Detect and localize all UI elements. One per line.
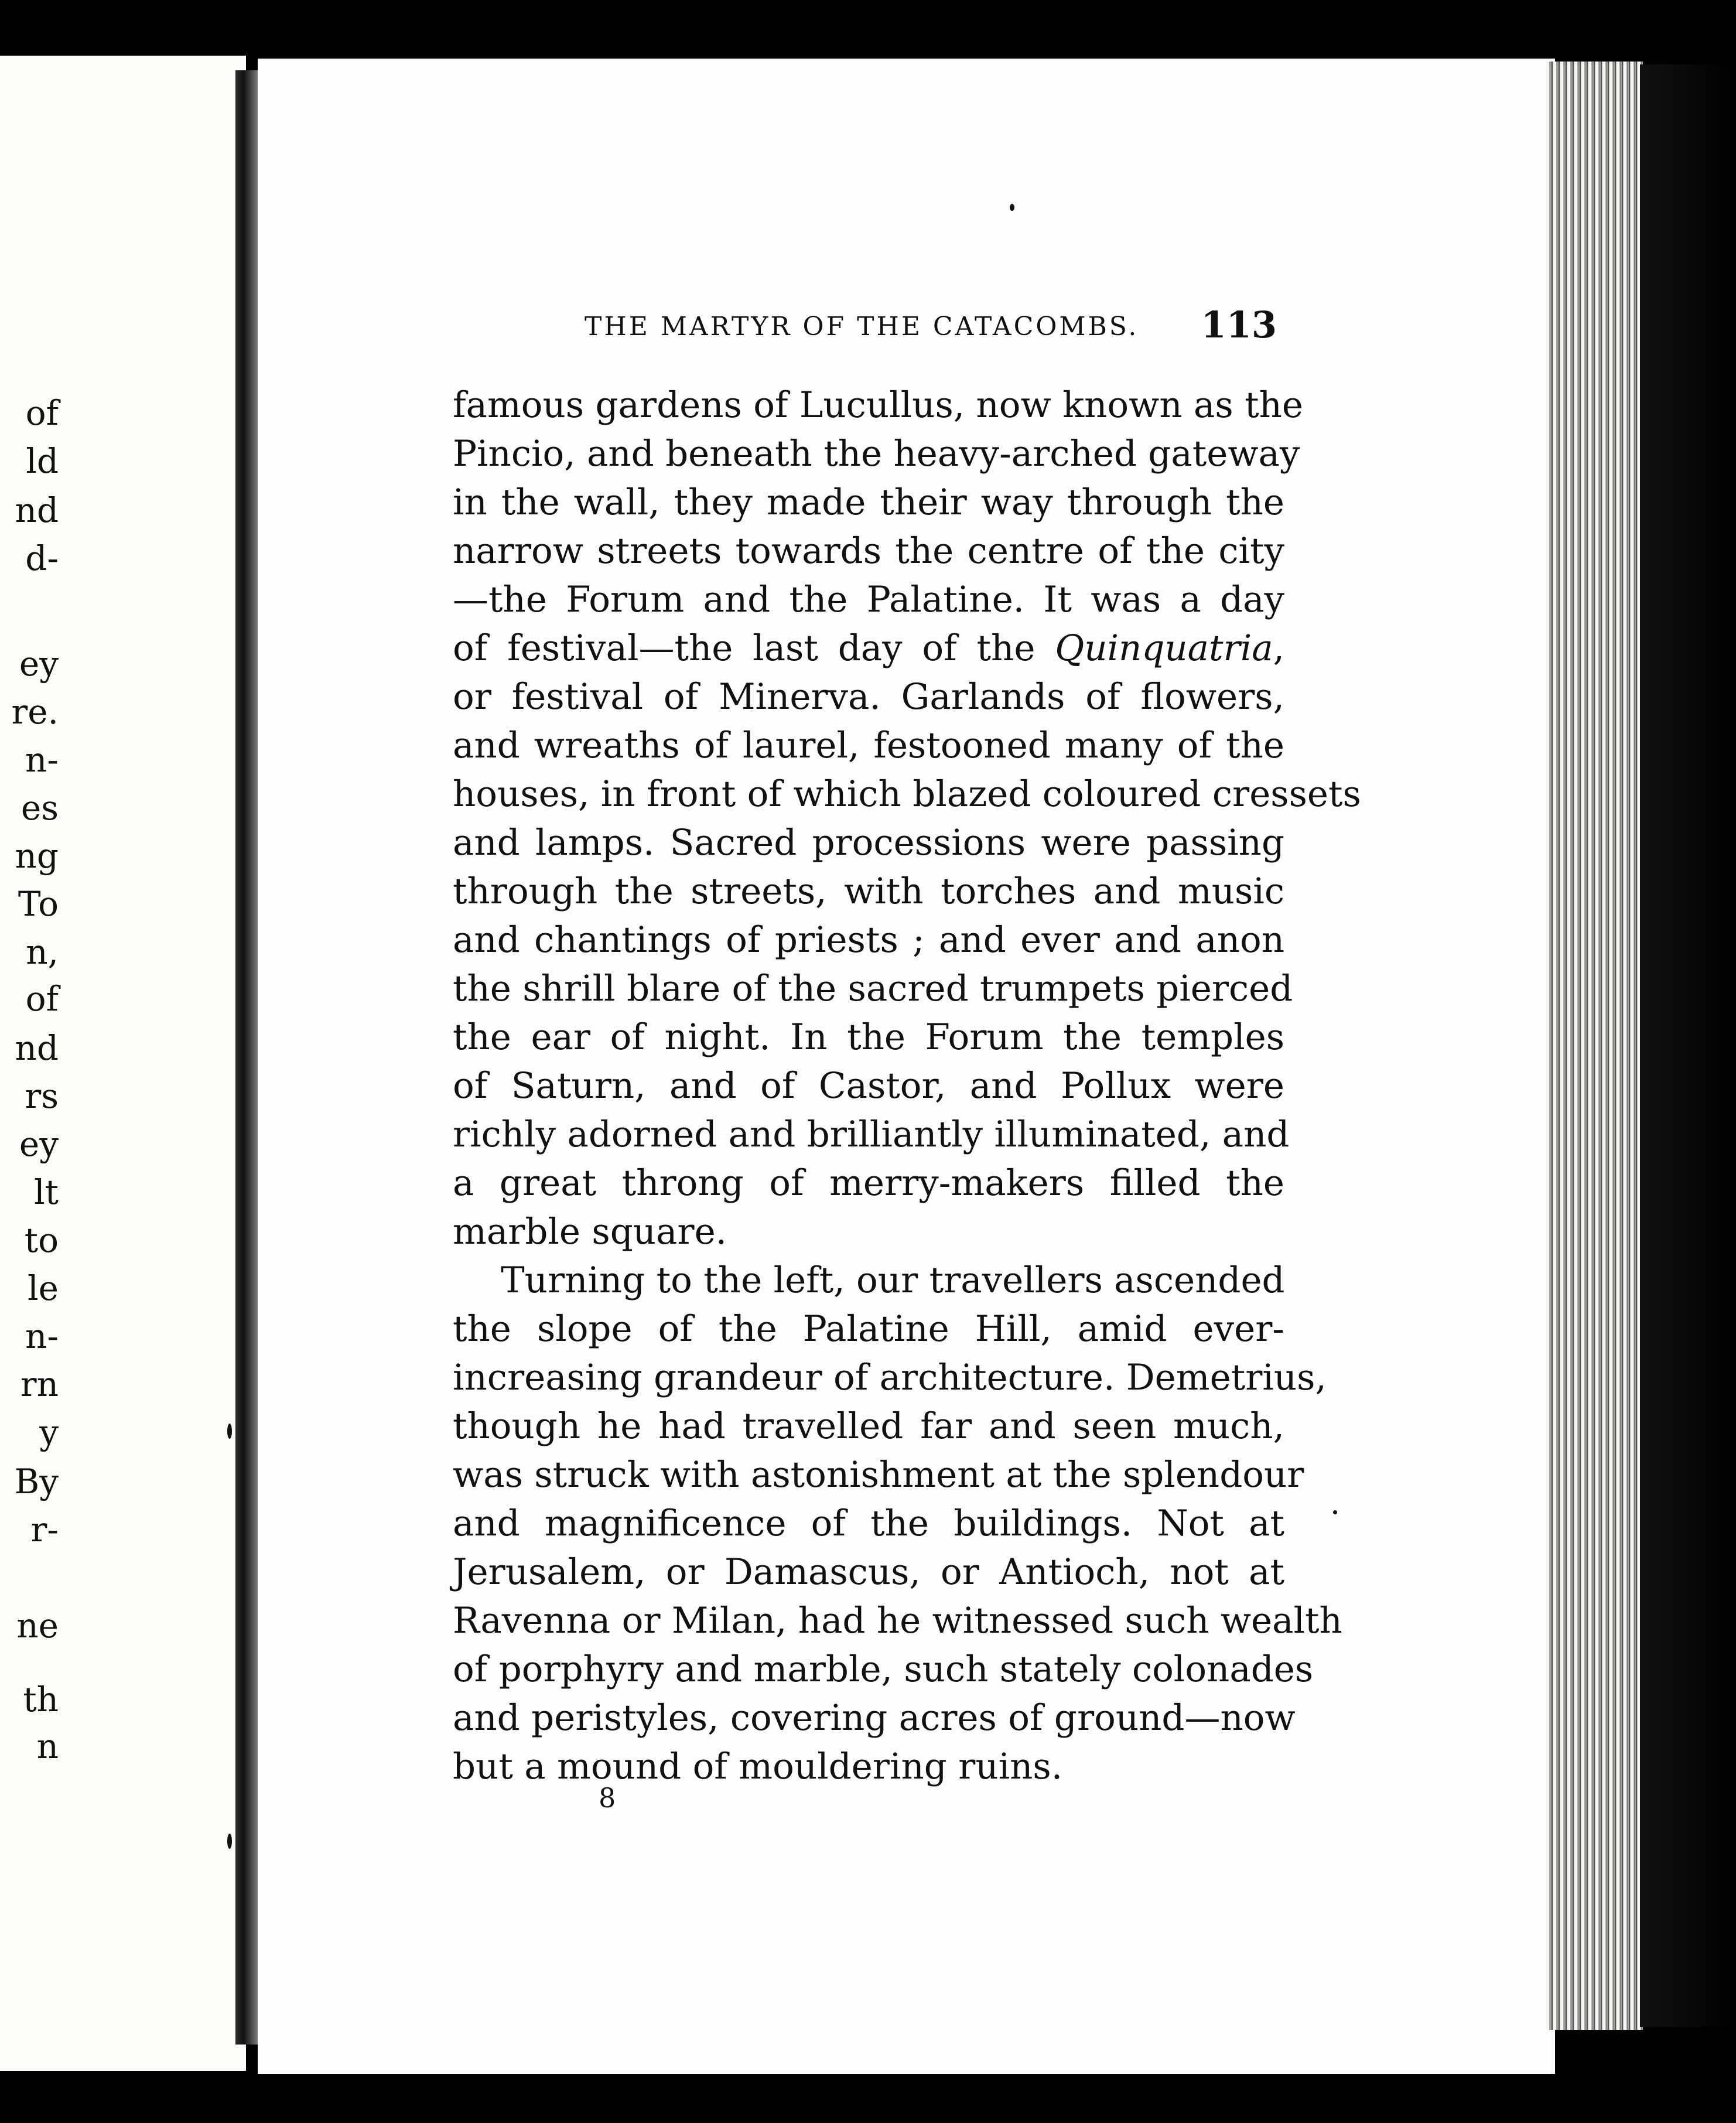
running-head-title: THE MARTYR OF THE CATACOMBS. (585, 312, 1139, 342)
text-line: the ear of night. In the Forum the temples (453, 1016, 1284, 1058)
text-line: of Saturn, and of Castor, and Pollux were (453, 1065, 1284, 1107)
previous-page-fragment-text: n- (25, 1316, 59, 1356)
signature-mark: 8 (599, 1782, 616, 1814)
book-gutter (235, 70, 259, 2045)
text-line: a great throng of merry-makers filled the (453, 1162, 1284, 1204)
previous-page-fragment-text: ey (19, 644, 59, 684)
scan-speck (227, 1834, 232, 1849)
previous-page-fragment-text: th (23, 1680, 59, 1719)
text-line: Ravenna or Milan, had he witnessed such wealth (453, 1600, 1342, 1641)
text-line: or festival of Minerva. Garlands of flowers, (453, 676, 1284, 718)
previous-page-fragment-text: d- (25, 538, 59, 578)
previous-page-fragment-text: rs (25, 1076, 59, 1116)
text-line: Pincio, and beneath the heavy-arched gateway (453, 433, 1300, 475)
previous-page-fragment-text: lt (34, 1172, 59, 1212)
text-line: though he had travelled far and seen much, (453, 1405, 1284, 1447)
text-line: increasing grandeur of architecture. Demetrius, (453, 1357, 1327, 1398)
previous-page-fragment-text: rn (20, 1364, 59, 1404)
previous-page-fragment-text: es (20, 788, 59, 828)
previous-page-fragment-text: n- (25, 740, 59, 780)
text-line: famous gardens of Lucullus, now known as the (453, 384, 1303, 426)
previous-page-fragment-text: ey (19, 1124, 59, 1164)
text-line: marble square. (453, 1211, 727, 1252)
text-line: and magnificence of the buildings. Not at (453, 1503, 1284, 1544)
text-line: in the wall, they made their way through the (453, 482, 1284, 523)
scan-speck (1333, 1510, 1337, 1514)
text-line: and wreaths of laurel, festooned many of the (453, 725, 1284, 766)
previous-page-fragment-text: By (14, 1462, 59, 1501)
text-line: richly adorned and brilliantly illuminated, and (453, 1114, 1290, 1155)
scan-speck (1010, 204, 1014, 211)
page-edges (1546, 62, 1643, 2030)
previous-page-fragment-text: y (39, 1412, 59, 1452)
previous-page-fragment-text: ng (15, 836, 59, 876)
text-line: Turning to the left, our travellers ascended (501, 1260, 1285, 1301)
text-line: but a mound of mouldering ruins. (453, 1746, 1063, 1787)
previous-page-fragment-text: to (24, 1220, 59, 1260)
text-line: and lamps. Sacred processions were passing (453, 822, 1284, 863)
text-line: and chantings of priests ; and ever and anon (453, 919, 1284, 961)
previous-page-fragment-text: nd (15, 490, 59, 530)
previous-page-fragment-text: r- (30, 1510, 59, 1549)
text-line: narrow streets towards the centre of the city (453, 530, 1284, 572)
text-line: was struck with astonishment at the splendour (453, 1454, 1304, 1496)
text-line: through the streets, with torches and music (453, 871, 1284, 912)
text-line: the shrill blare of the sacred trumpets pierced (453, 968, 1293, 1009)
text-line: of festival—the last day of the Quinquatria, (453, 627, 1284, 669)
text-line: houses, in front of which blazed coloured cressets (453, 773, 1361, 815)
body-text (453, 381, 1361, 1791)
previous-page-fragment-text: ld (26, 441, 59, 481)
previous-page-fragment-text: nd (15, 1028, 59, 1068)
running-head (585, 303, 1285, 344)
previous-page-fragment-text: of (25, 393, 59, 433)
text-line: and peristyles, covering acres of ground—now (453, 1697, 1296, 1739)
page-edges-shadow (1640, 64, 1736, 2027)
previous-page-fragment-text: re. (11, 692, 59, 732)
text-line: —the Forum and the Palatine. It was a day (453, 579, 1284, 620)
text-line: Jerusalem, or Damascus, or Antioch, not at (453, 1551, 1284, 1593)
previous-page-fragment-text: n (36, 1726, 59, 1766)
page-number: 113 (1201, 303, 1277, 346)
text-line: the slope of the Palatine Hill, amid ever- (453, 1308, 1284, 1350)
previous-page-fragment-text: To (18, 884, 59, 924)
previous-page-fragment-text: of (25, 979, 59, 1019)
previous-page-fragment-text: le (28, 1268, 59, 1308)
scan-speck (227, 1424, 232, 1439)
text-line: of porphyry and marble, such stately colonades (453, 1648, 1314, 1690)
previous-page-fragment-text: ne (16, 1606, 59, 1646)
previous-page-fragment-text: n, (26, 932, 59, 972)
